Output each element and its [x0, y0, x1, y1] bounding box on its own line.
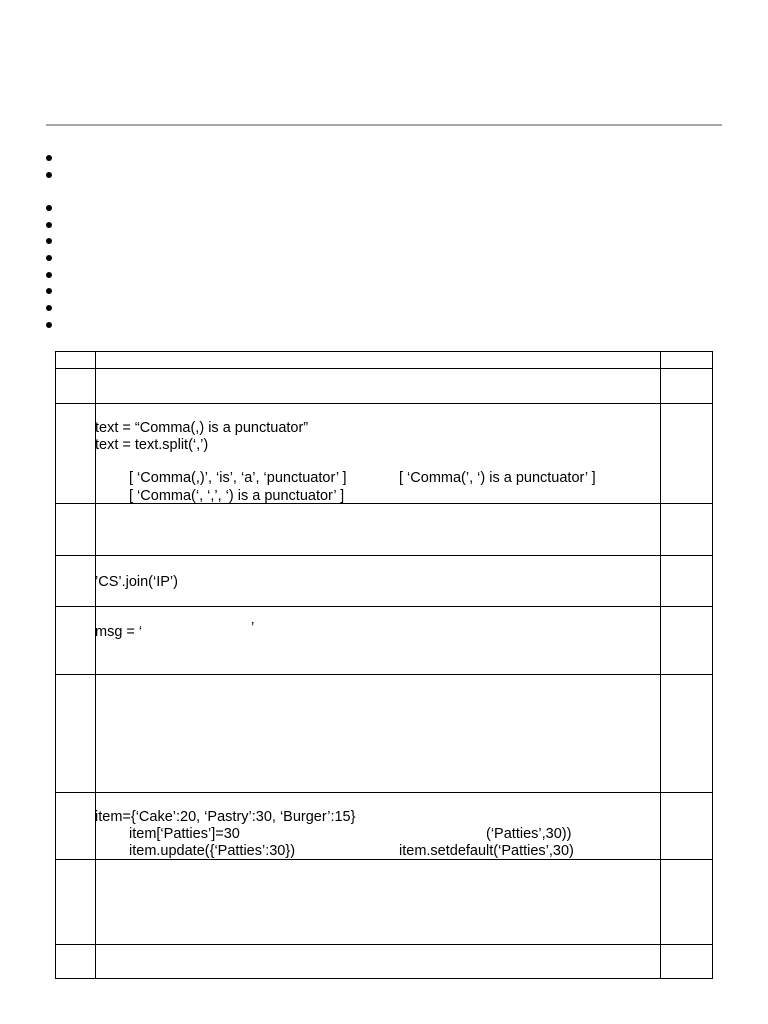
bullet-icon [46, 222, 52, 228]
dict-option-b: (‘Patties’,30)) [486, 826, 572, 842]
dict-option-c: item.update({‘Patties’:30}) [129, 843, 296, 859]
bullet-icon [46, 272, 52, 278]
split-code-line-2: text = text.split(‘,’) [95, 437, 209, 453]
table-row-divider [55, 944, 713, 945]
table-border-bottom [55, 978, 713, 979]
split-code-line-1: text = “Comma(,) is a punctuator” [95, 420, 309, 436]
bullet-icon [46, 238, 52, 244]
dict-option-d: item.setdefault(‘Patties’,30) [399, 843, 574, 859]
bullet-icon [46, 155, 52, 161]
table-border-top [55, 351, 713, 352]
bullet-icon [46, 322, 52, 328]
join-code-line: ’CS’.join(‘IP’) [95, 574, 178, 590]
msg-code-right: ’ [251, 620, 255, 636]
table-column-divider [660, 351, 661, 979]
table-border-right [712, 351, 713, 979]
dict-option-a: item[‘Patties’]=30 [129, 826, 240, 842]
table-row-divider [55, 403, 713, 404]
table-row-divider [55, 368, 713, 369]
bullet-icon [46, 172, 52, 178]
table-row-divider [55, 674, 713, 675]
bullet-list [46, 0, 56, 340]
bullet-icon [46, 205, 52, 211]
split-option-c: [ ‘Comma(‘, ‘,’, ‘) is a punctuator’ ] [129, 488, 345, 504]
table-row-divider [55, 606, 713, 607]
split-option-a: [ ‘Comma(,)’, ‘is’, ‘a’, ‘punctuator’ ] [129, 470, 347, 486]
header-divider [46, 124, 722, 126]
split-option-b: [ ‘Comma(’, ‘) is a punctuator’ ] [399, 470, 596, 486]
bullet-icon [46, 305, 52, 311]
bullet-icon [46, 288, 52, 294]
table-row-divider [55, 792, 713, 793]
table-border-left [55, 351, 56, 979]
msg-code-left: msg = ‘ [95, 624, 143, 640]
dict-code-line: item={‘Cake’:20, ‘Pastry’:30, ‘Burger’:15} [95, 809, 356, 825]
bullet-icon [46, 255, 52, 261]
table-row-divider [55, 555, 713, 556]
